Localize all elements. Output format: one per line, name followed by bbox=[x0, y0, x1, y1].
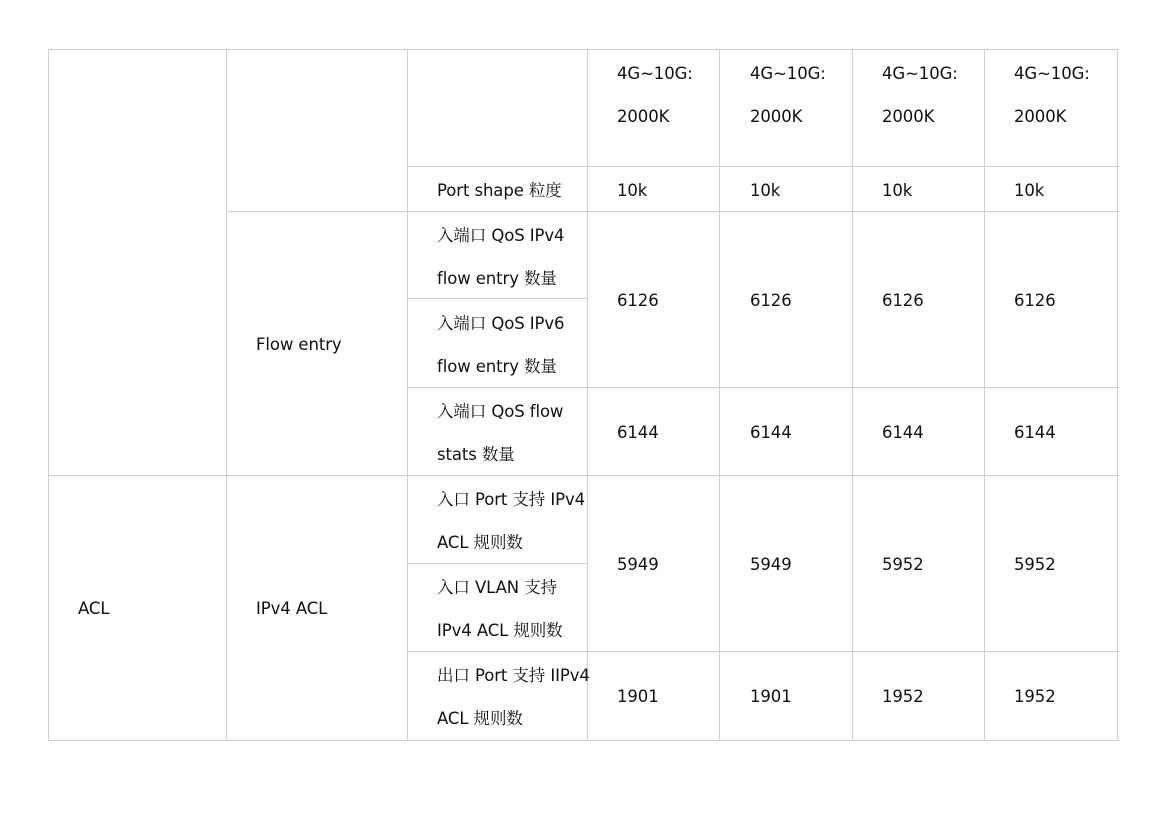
speed-value: 2000K bbox=[617, 107, 670, 126]
speed-value: 2000K bbox=[882, 107, 935, 126]
qos-ipv6-label: flow entry 数量 bbox=[437, 357, 557, 376]
flow-entry-value: 6126 bbox=[1014, 291, 1056, 310]
flow-entry-value: 6126 bbox=[750, 291, 792, 310]
in-port-acl-label: 入口 Port 支持 IPv4 bbox=[437, 490, 586, 509]
grid-line bbox=[407, 166, 1119, 167]
grid-line bbox=[48, 49, 1119, 50]
in-acl-value: 5949 bbox=[750, 555, 792, 574]
speed-label: 4G~10G: bbox=[882, 64, 958, 83]
in-vlan-acl-label: IPv4 ACL 规则数 bbox=[437, 621, 563, 640]
in-port-acl-label: ACL 规则数 bbox=[437, 533, 523, 552]
grid-line bbox=[48, 475, 1119, 476]
grid-line bbox=[407, 387, 1119, 388]
qos-ipv4-label: 入端口 QoS IPv4 bbox=[437, 226, 565, 245]
grid-line bbox=[226, 49, 227, 741]
flow-stats-value: 6144 bbox=[882, 423, 924, 442]
port-shape-label: Port shape 粒度 bbox=[437, 181, 562, 200]
grid-line bbox=[227, 211, 1119, 212]
grid-line bbox=[407, 298, 588, 299]
flow-stats-value: 6144 bbox=[617, 423, 659, 442]
speed-label: 4G~10G: bbox=[617, 64, 693, 83]
out-acl-value: 1901 bbox=[750, 687, 792, 706]
out-port-acl-label: 出口 Port 支持 IIPv4 bbox=[437, 666, 590, 685]
in-acl-value: 5952 bbox=[882, 555, 924, 574]
out-acl-value: 1952 bbox=[1014, 687, 1056, 706]
grid-line bbox=[407, 49, 408, 741]
qos-ipv4-label: flow entry 数量 bbox=[437, 269, 557, 288]
grid-line bbox=[719, 49, 720, 741]
out-acl-value: 1901 bbox=[617, 687, 659, 706]
port-shape-value: 10k bbox=[750, 181, 781, 200]
grid-line bbox=[407, 651, 1119, 652]
speed-label: 4G~10G: bbox=[750, 64, 826, 83]
flow-stats-label: 入端口 QoS flow bbox=[437, 402, 564, 421]
speed-value: 2000K bbox=[750, 107, 803, 126]
grid-line bbox=[587, 49, 588, 741]
in-acl-value: 5949 bbox=[617, 555, 659, 574]
port-shape-value: 10k bbox=[1014, 181, 1045, 200]
grid-line bbox=[48, 49, 49, 741]
qos-ipv6-label: 入端口 QoS IPv6 bbox=[437, 314, 565, 333]
flow-entry-value: 6126 bbox=[617, 291, 659, 310]
port-shape-value: 10k bbox=[882, 181, 913, 200]
ipv4-acl-category: IPv4 ACL bbox=[256, 599, 328, 618]
grid-line bbox=[852, 49, 853, 741]
speed-label: 4G~10G: bbox=[1014, 64, 1090, 83]
flow-stats-label: stats 数量 bbox=[437, 445, 515, 464]
grid-line bbox=[48, 740, 1119, 741]
in-vlan-acl-label: 入口 VLAN 支持 bbox=[437, 578, 557, 597]
flow-entry-value: 6126 bbox=[882, 291, 924, 310]
out-port-acl-label: ACL 规则数 bbox=[437, 709, 523, 728]
grid-line bbox=[984, 49, 985, 741]
port-shape-value: 10k bbox=[617, 181, 648, 200]
in-acl-value: 5952 bbox=[1014, 555, 1056, 574]
flow-entry-category: Flow entry bbox=[256, 335, 342, 354]
speed-value: 2000K bbox=[1014, 107, 1067, 126]
grid-line bbox=[1117, 49, 1118, 741]
grid-line bbox=[407, 563, 588, 564]
flow-stats-value: 6144 bbox=[750, 423, 792, 442]
acl-group: ACL bbox=[78, 599, 110, 618]
out-acl-value: 1952 bbox=[882, 687, 924, 706]
flow-stats-value: 6144 bbox=[1014, 423, 1056, 442]
